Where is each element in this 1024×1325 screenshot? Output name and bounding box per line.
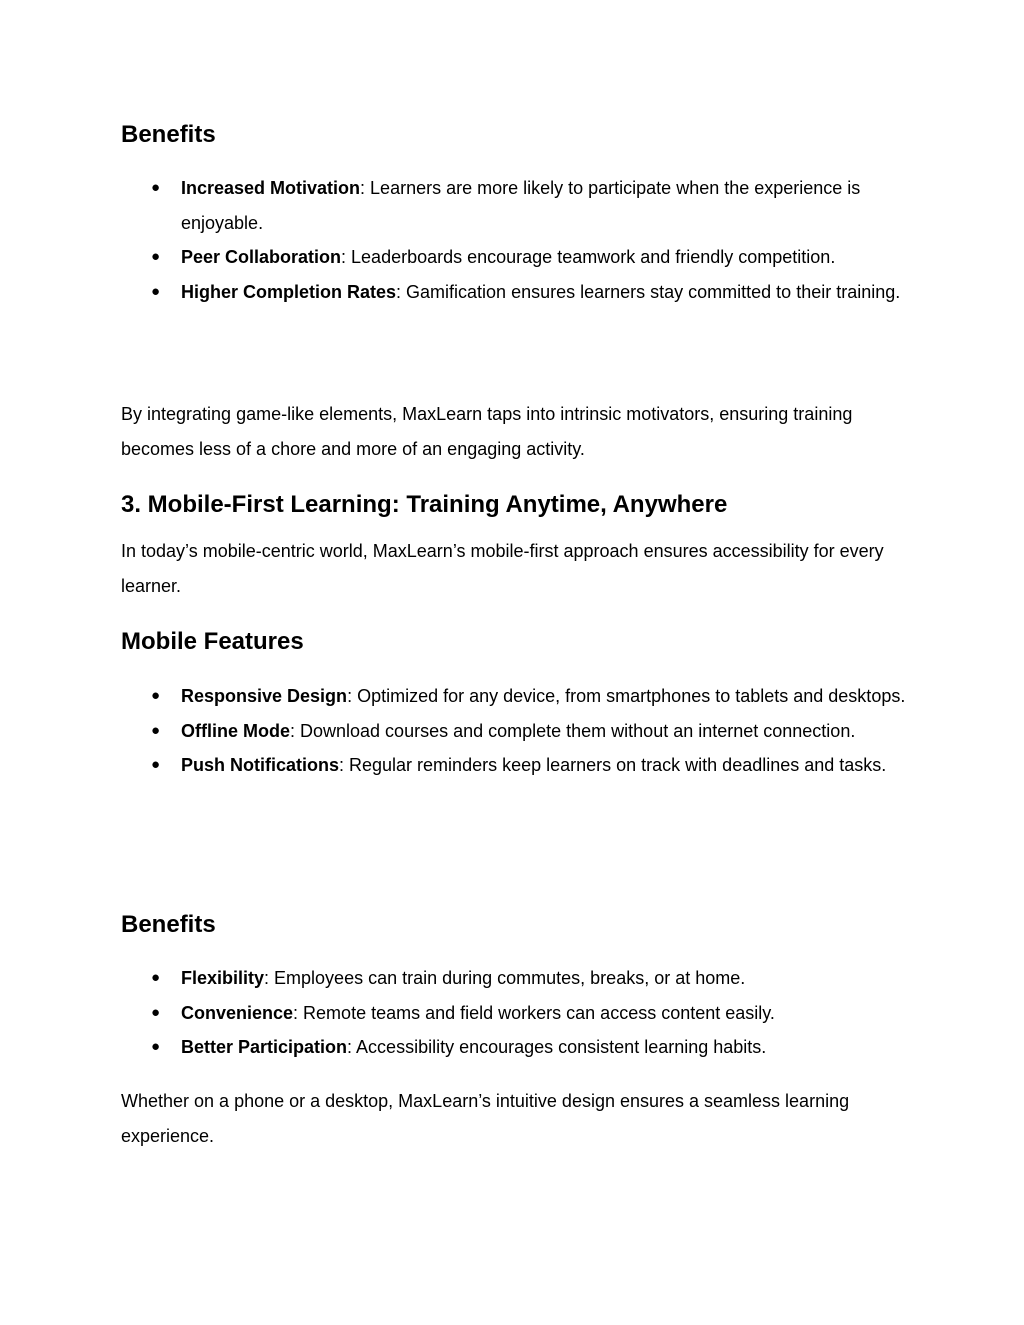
- list-item: [121, 714, 911, 749]
- list-item-term: Better Participation: [181, 1037, 348, 1058]
- list-item-text: : Remote teams and field workers can access content easily.: [293, 1002, 775, 1023]
- bullet-icon: ●: [151, 687, 161, 704]
- bullet-icon: ●: [151, 282, 161, 300]
- list-item: [121, 748, 911, 783]
- list-item: [121, 679, 911, 714]
- list-item: [121, 240, 911, 275]
- paragraph-mobile-intro: In today’s mobile-centric world, MaxLearn’s mobile-first approach ensures accessibility for every learner.: [121, 541, 884, 596]
- mobile-benefits-list: [121, 961, 911, 1065]
- mobile-features-list: [121, 679, 911, 783]
- list-item-text: : Learners are more likely to participate when the experience is enjoyable.: [181, 178, 861, 233]
- list-item-term: Push Notifications: [181, 755, 340, 776]
- bullet-icon: ●: [151, 179, 161, 196]
- heading-benefits: Benefits: [121, 121, 216, 148]
- list-item-term: Responsive Design: [181, 686, 348, 706]
- list-item-term: Offline Mode: [181, 720, 290, 741]
- bullet-icon: ●: [151, 248, 161, 266]
- list-item-text: : Leaderboards encourage teamwork and friendly competition.: [341, 247, 836, 268]
- paragraph-mobile-summary: Whether on a phone or a desktop, MaxLearn’s intuitive design ensures a seamless learning experience.: [121, 1091, 850, 1146]
- benefits-list: [121, 171, 911, 309]
- list-item: [121, 996, 911, 1031]
- list-item-text: : Gamification ensures learners stay committed to their training.: [396, 281, 901, 302]
- list-item-term: Higher Completion Rates: [181, 281, 397, 302]
- paragraph-gamification-summary: By integrating game-like elements, MaxLearn taps into intrinsic motivators, ensuring training becomes less of a chore and more of an engaging activity.: [121, 404, 853, 459]
- heading-mobile-features: Mobile Features: [121, 628, 304, 655]
- list-item-term: Increased Motivation: [181, 178, 361, 198]
- list-item-text: : Employees can train during commutes, breaks, or at home.: [264, 968, 746, 988]
- heading-mobile-first: 3. Mobile-First Learning: Training Anytime, Anywhere: [121, 491, 728, 518]
- bullet-icon: ●: [151, 969, 161, 986]
- list-item-text: : Download courses and complete them without an internet connection.: [290, 720, 856, 741]
- heading-benefits-mobile: Benefits: [121, 911, 216, 938]
- list-item-term: Flexibility: [181, 968, 265, 988]
- list-item-text: : Accessibility encourages consistent learning habits.: [347, 1037, 767, 1058]
- list-item: [121, 171, 911, 240]
- bullet-icon: ●: [151, 721, 161, 739]
- bullet-icon: ●: [151, 756, 161, 774]
- bullet-icon: ●: [151, 1038, 161, 1056]
- list-item-text: : Optimized for any device, from smartphones to tablets and desktops.: [347, 686, 906, 706]
- list-item: [121, 961, 911, 996]
- bullet-icon: ●: [151, 1003, 161, 1021]
- list-item-term: Peer Collaboration: [181, 247, 342, 268]
- list-item: [121, 275, 911, 310]
- list-item-term: Convenience: [181, 1002, 294, 1023]
- list-item-text: : Regular reminders keep learners on track with deadlines and tasks.: [339, 755, 887, 776]
- list-item: [121, 1030, 911, 1065]
